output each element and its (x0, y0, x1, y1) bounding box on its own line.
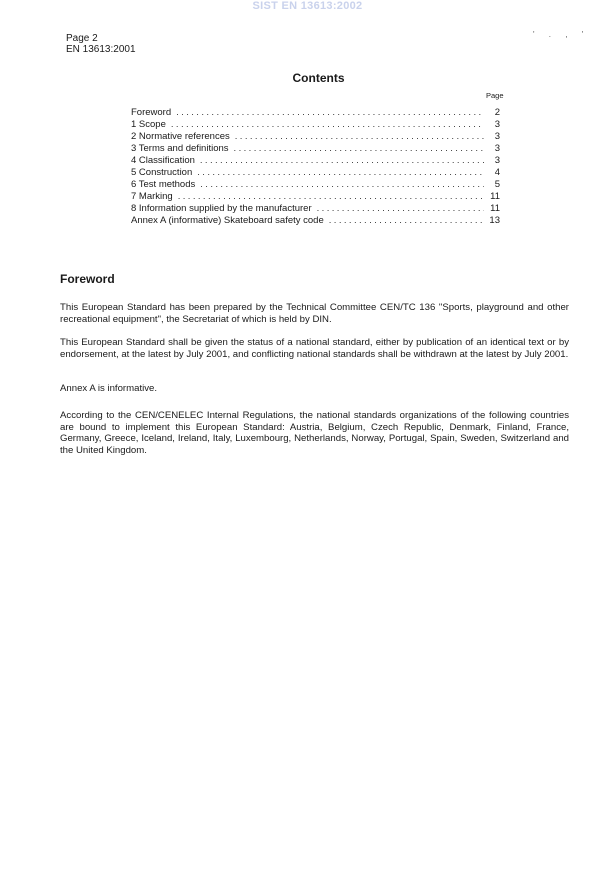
toc-leader-dots (200, 155, 484, 167)
document-number: EN 13613:2001 (66, 44, 136, 55)
toc-leader-dots (329, 215, 484, 227)
toc-entry-classification[interactable] (131, 155, 500, 167)
toc-entry-page: 11 (490, 203, 500, 214)
toc-entry-normative-references[interactable] (131, 131, 500, 143)
toc-entry-label: 3 Terms and definitions (131, 143, 229, 154)
toc-entry-label: 7 Marking (131, 191, 173, 202)
toc-entry-page: 5 (494, 179, 500, 190)
foreword-paragraph: This European Standard has been prepared by the Technical Committee CEN/TC 136 "Sports, playground and other recreational equipment", the Secretariat of which is held by DIN. (60, 302, 569, 325)
toc-entry-construction[interactable] (131, 167, 500, 179)
toc-entry-page: 4 (494, 167, 500, 178)
page-header (66, 33, 136, 55)
toc-leader-dots (197, 167, 484, 179)
toc-entry-page: 13 (489, 215, 500, 226)
contents-title: Contents (292, 71, 345, 85)
foreword-paragraph: Annex A is informative. (60, 383, 158, 394)
toc-entry-page: 3 (494, 143, 500, 154)
toc-entry-information-supplied[interactable] (131, 203, 500, 215)
page-column-label: Page (486, 91, 504, 100)
table-of-contents (131, 107, 500, 227)
toc-entry-foreword[interactable] (131, 107, 500, 119)
toc-leader-dots (178, 191, 484, 203)
toc-leader-dots (234, 143, 484, 155)
toc-leader-dots (317, 203, 484, 215)
toc-entry-page: 3 (494, 131, 500, 142)
page-label: Page 2 (66, 33, 98, 44)
watermark: SIST EN 13613:2002 (252, 0, 363, 12)
foreword-paragraph: According to the CEN/CENELEC Internal Regulations, the national standards organizations of the following countries are bound to implement this European Standard: Austria, Belgium, Czech Republic, Denmark, Finland, France, Germany, Greece, Iceland, Ireland, Italy, Luxembourg, Netherlands, Norway, Portugal, Spain, Sweden, Switzerland and the United Kingdom. (60, 410, 569, 456)
scan-marks: ' . , ' (533, 30, 590, 39)
toc-entry-label: 5 Construction (131, 167, 193, 178)
toc-entry-label: Annex A (informative) Skateboard safety code (131, 215, 324, 226)
toc-entry-label: Foreword (131, 107, 172, 118)
toc-entry-label: 4 Classification (131, 155, 195, 166)
toc-leader-dots (200, 179, 484, 191)
toc-entry-label: 6 Test methods (131, 179, 196, 190)
toc-entry-annex-a[interactable] (131, 215, 500, 227)
toc-leader-dots (171, 119, 484, 131)
toc-entry-scope[interactable] (131, 119, 500, 131)
foreword-paragraph: This European Standard shall be given the status of a national standard, either by publication of an identical text or by endorsement, at the latest by July 2001, and conflicting national standards shall be withdrawn at the latest by July 2001. (60, 337, 569, 360)
toc-entry-page: 11 (490, 191, 500, 202)
toc-entry-page: 3 (494, 119, 500, 130)
foreword-heading: Foreword (60, 272, 115, 286)
toc-entry-marking[interactable] (131, 191, 500, 203)
toc-entry-page: 2 (494, 107, 500, 118)
toc-entry-terms-and-definitions[interactable] (131, 143, 500, 155)
toc-entry-label: 1 Scope (131, 119, 166, 130)
toc-leader-dots (176, 107, 484, 119)
toc-entry-label: 8 Information supplied by the manufacturer (131, 203, 312, 214)
toc-entry-label: 2 Normative references (131, 131, 230, 142)
toc-entry-test-methods[interactable] (131, 179, 500, 191)
toc-entry-page: 3 (494, 155, 500, 166)
toc-leader-dots (235, 131, 484, 143)
